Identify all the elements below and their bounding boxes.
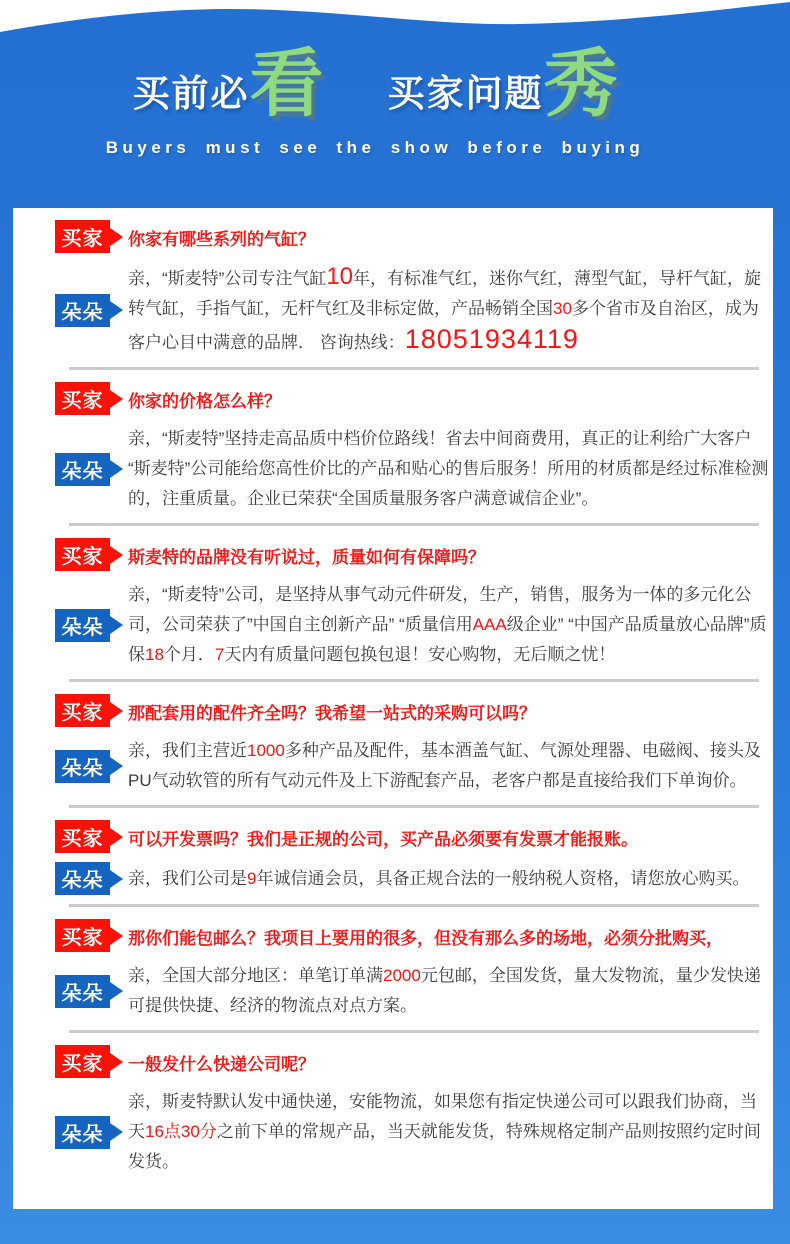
answer-row	[55, 580, 773, 670]
seller-label-column	[55, 862, 128, 895]
seller-label-text: 朵朵	[61, 757, 104, 780]
answer-row	[55, 1087, 773, 1177]
buyer-label-column	[55, 220, 128, 253]
question-text: 你家的价格怎么样？	[128, 392, 281, 411]
answer-segment: 多种产品及配件，基本酒盖气缸、气源处理器、电磁阀、接头及PU气动软管的所有气动元件及上下游配套产品，老客户都是直接给我们下单询价。	[128, 741, 761, 790]
answer-text	[128, 262, 770, 358]
answer-highlight: 1000	[247, 741, 285, 760]
question-text: 那配套用的配件齐全吗？我希望一站式的采购可以吗？	[128, 704, 536, 723]
question-row	[55, 382, 773, 415]
qa-section	[13, 1033, 773, 1177]
answer-highlight: 30	[553, 299, 572, 318]
buyer-label	[55, 1045, 110, 1078]
question-text: 可以开发票吗？我们是正规的公司，买产品必须要有发票才能报账。	[128, 830, 638, 849]
answer-row	[55, 262, 773, 358]
title-part2-white: 买家问题	[387, 73, 544, 115]
qa-section	[13, 907, 773, 1033]
answer-highlight: 16点30分	[145, 1122, 217, 1141]
question-text: 你家有哪些系列的气缸？	[128, 230, 315, 249]
answer-highlight: AAA	[472, 615, 507, 634]
answer-highlight: 2000	[383, 966, 421, 985]
answer-segment: 级企业” “中国产品质量放心品牌”质保	[128, 615, 767, 664]
answer-text	[128, 580, 770, 670]
question-row	[55, 538, 773, 571]
answer-segment: 亲，“斯麦特”公司，是坚持从事气动元件研发，生产，销售，服务为一体的多元化公司，公司荣获了”中国自主创新产品” “质量信用	[128, 585, 752, 634]
answer-segment: 个月．	[163, 645, 215, 664]
seller-label-column	[55, 609, 128, 642]
answer-row	[55, 736, 773, 796]
buyer-label	[55, 919, 110, 952]
buyer-label-column	[55, 538, 128, 571]
qa-section	[13, 208, 773, 370]
seller-label	[55, 453, 110, 486]
answer-highlight: 10	[326, 263, 354, 290]
buyer-label-text: 买家	[61, 546, 104, 568]
answer-row	[55, 961, 773, 1021]
answer-text	[128, 1087, 770, 1177]
seller-label-column	[55, 294, 128, 327]
answer-segment: 年诚信通会员，具备正规合法的一般纳税人资格，请您放心购买。	[256, 868, 750, 888]
answer-highlight: 18	[145, 645, 164, 664]
seller-label-text: 朵朵	[61, 616, 104, 639]
answer-highlight: 7	[214, 645, 225, 664]
seller-label	[55, 862, 110, 895]
question-text: 斯麦特的品牌没有听说过，质量如何有保障吗？	[128, 548, 485, 567]
seller-label-text: 朵朵	[61, 460, 104, 483]
title-part1-white: 买前必	[132, 73, 250, 115]
header-banner	[0, 0, 790, 158]
buyer-label	[55, 220, 110, 253]
seller-label-column	[55, 1116, 128, 1149]
question-row	[55, 694, 773, 727]
answer-text	[128, 961, 770, 1021]
seller-label	[55, 609, 110, 642]
question-row	[55, 820, 773, 853]
qa-section	[13, 682, 773, 808]
answer-row	[55, 862, 773, 895]
subtitle-english: Buyers must see the show before buying	[105, 138, 645, 158]
question-text: 那你们能包邮么？我项目上要用的很多，但没有那么多的场地，必须分批购买，	[128, 929, 723, 948]
buyer-label-text: 买家	[61, 702, 104, 724]
buyer-label-column	[55, 694, 128, 727]
answer-segment: 亲，斯麦特默认发中通快递，安能物流，如果您有指定快递公司可以跟我们协商，当天	[128, 1092, 757, 1141]
answer-segment: 亲，我们主营近	[128, 741, 247, 760]
answer-text	[128, 864, 770, 894]
qa-card	[13, 208, 773, 1209]
seller-label	[55, 294, 110, 327]
seller-label-text: 朵朵	[61, 1123, 104, 1146]
seller-label	[55, 750, 110, 783]
buyer-label	[55, 820, 110, 853]
title-part1-green-char: 看	[249, 42, 324, 125]
answer-segment: 天内有质量问题包换包退！安心购物，无后顺之忧！	[224, 645, 616, 664]
buyer-label-text: 买家	[61, 1053, 104, 1075]
buyer-label-text: 买家	[61, 390, 104, 412]
title-part2-green-char: 秀	[543, 42, 618, 125]
seller-label	[55, 1116, 110, 1149]
buyer-label-text: 买家	[61, 927, 104, 949]
seller-label-column	[55, 453, 128, 486]
answer-segment: 亲，“斯麦特”坚持走高品质中档价位路线！省去中间商费用，真正的让利给广大客户 “斯麦特”公司能给您高性价比的产品和贴心的售后服务！所用的材质都是经过标准检测的，注重质量。企业已荣获“全国质量服务客户满意诚信企业”。	[128, 429, 769, 508]
buyer-label-text: 买家	[61, 228, 104, 250]
answer-segment: 之前下单的常规产品，当天就能发货，特殊规格定制产品则按照约定时间发货。	[128, 1122, 761, 1171]
answer-segment: 年，有标准气红，迷你气红，薄型气缸，导杆气缸，旋转气缸，手指气缸，无杆气红及非标定做，产品畅销全国	[128, 269, 762, 318]
buyer-label	[55, 694, 110, 727]
answer-segment: 亲，全国大部分地区：单笔订单满	[128, 966, 383, 985]
page-title	[0, 42, 770, 125]
qa-section	[13, 808, 773, 907]
question-row	[55, 1045, 773, 1078]
question-row	[55, 220, 773, 253]
seller-label-text: 朵朵	[61, 870, 104, 892]
buyer-label-column	[55, 382, 128, 415]
buyer-label-text: 买家	[61, 828, 104, 850]
qa-section	[13, 526, 773, 682]
buyer-label-column	[55, 820, 128, 853]
seller-label-column	[55, 975, 128, 1008]
answer-segment: 元包邮，全国发货，量大发物流，量少发快递可提供快捷、经济的物流点对点方案。	[128, 966, 761, 1015]
answer-highlight: 18051934119	[404, 324, 579, 354]
answer-segment: 亲，我们公司是	[128, 868, 247, 888]
seller-label-text: 朵朵	[61, 982, 104, 1005]
answer-segment: 亲，“斯麦特”公司专注气缸	[128, 269, 327, 288]
answer-text	[128, 736, 770, 796]
qa-section	[13, 370, 773, 526]
seller-label-text: 朵朵	[61, 301, 104, 324]
answer-text	[128, 424, 770, 514]
seller-label	[55, 975, 110, 1008]
seller-label-column	[55, 750, 128, 783]
answer-highlight: 9	[247, 868, 257, 888]
question-row	[55, 919, 773, 952]
answer-segment: 多个省市及自治区，成为客户心目中满意的品牌． 咨询热线：	[128, 299, 759, 352]
buyer-label	[55, 382, 110, 415]
question-text: 一般发什么快递公司呢？	[128, 1055, 315, 1074]
buyer-label-column	[55, 919, 128, 952]
answer-row	[55, 424, 773, 514]
buyer-label-column	[55, 1045, 128, 1078]
buyer-label	[55, 538, 110, 571]
